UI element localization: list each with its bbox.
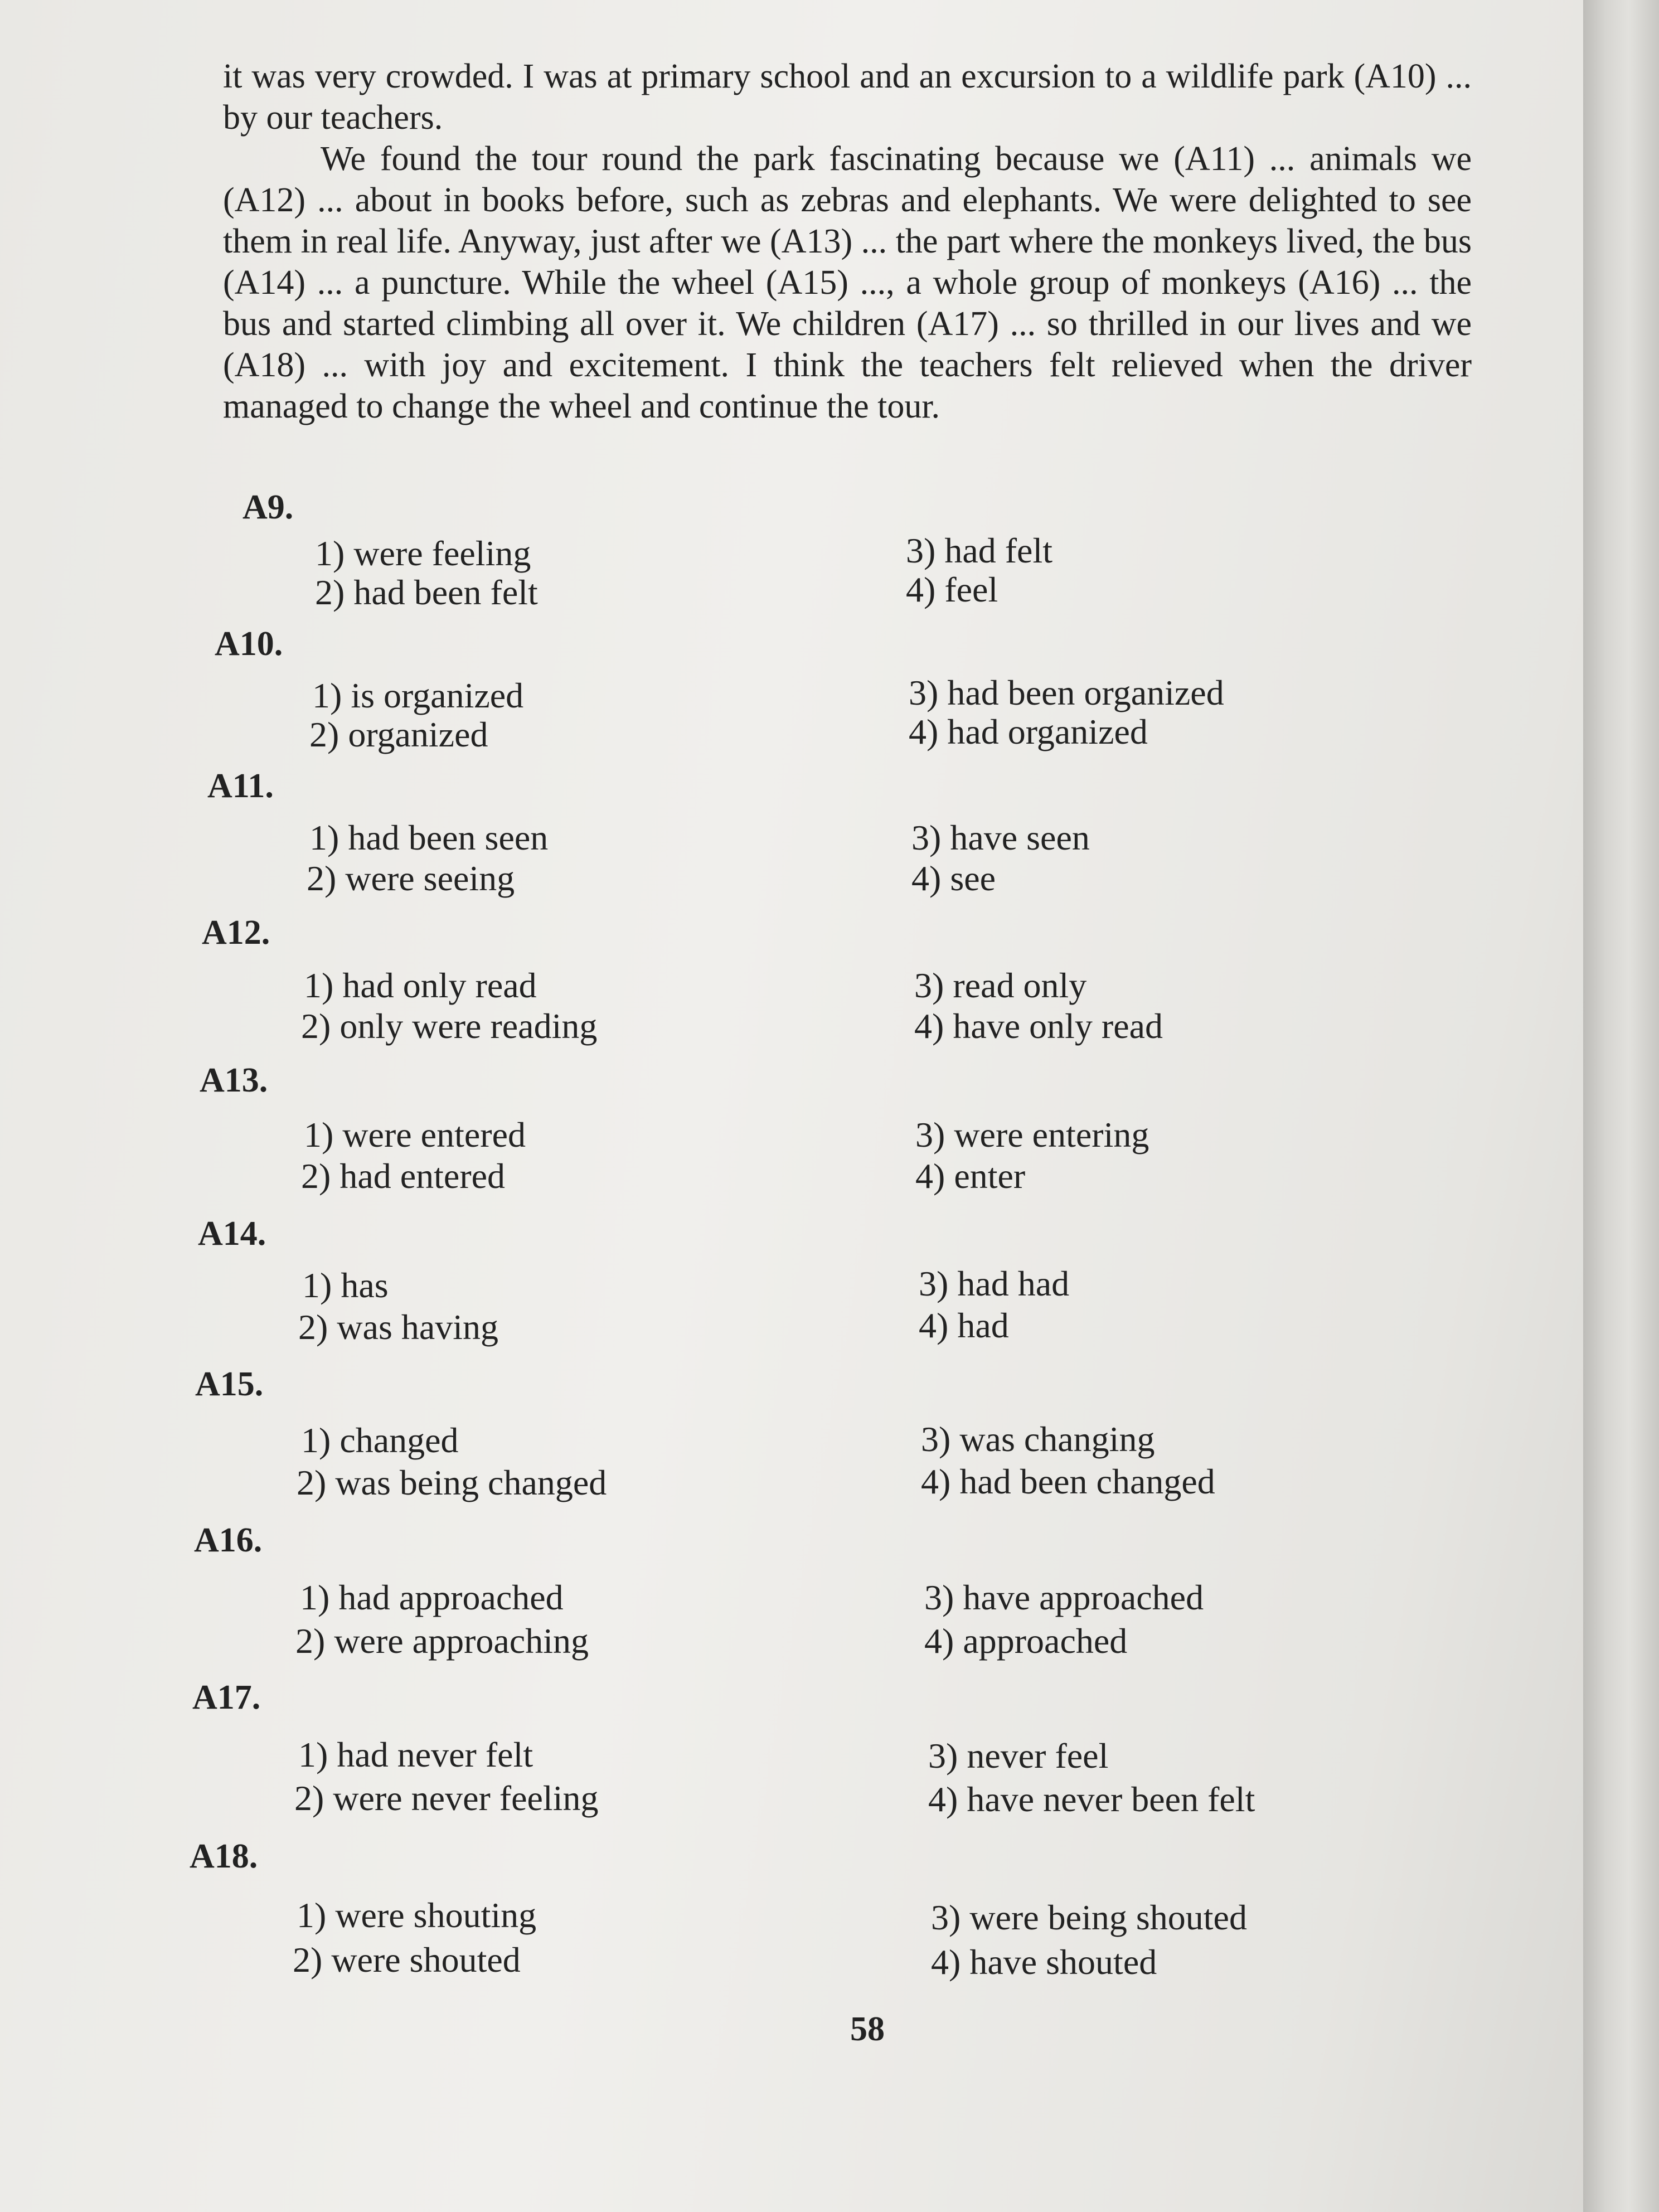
- option-1: 1) changed: [301, 1420, 459, 1460]
- option-4: 4) have only read: [914, 1006, 1163, 1046]
- question-label: A9.: [242, 488, 294, 526]
- option-3: 3) never feel: [928, 1736, 1109, 1776]
- option-3: 3) had had: [919, 1264, 1070, 1303]
- option-1: 1) were feeling: [315, 533, 531, 573]
- option-1: 1) had only read: [304, 966, 537, 1005]
- option-3: 3) have approached: [924, 1578, 1204, 1617]
- option-3: 3) have seen: [911, 818, 1090, 857]
- option-2: 2) were shouted: [293, 1940, 521, 1980]
- option-2: 2) were never feeling: [294, 1778, 599, 1818]
- option-4: 4) enter: [915, 1156, 1026, 1196]
- passage-text: [223, 56, 1472, 427]
- option-2: 2) had been felt: [315, 573, 538, 612]
- question-label: A17.: [192, 1679, 261, 1716]
- option-4: 4) approached: [924, 1621, 1128, 1661]
- question-label: A18.: [190, 1837, 258, 1875]
- option-1: 1) had approached: [300, 1578, 564, 1617]
- page-stack-edge: [1583, 0, 1659, 2212]
- option-3: 3) were being shouted: [931, 1898, 1247, 1937]
- option-1: 1) were shouting: [297, 1895, 537, 1935]
- option-1: 1) had been seen: [309, 818, 549, 857]
- option-2: 2) was being changed: [297, 1463, 607, 1502]
- question-label: A10.: [215, 625, 283, 663]
- question-label: A12.: [202, 914, 270, 952]
- page-number: 58: [850, 2010, 885, 2048]
- option-3: 3) were entering: [915, 1115, 1149, 1154]
- option-3: 3) read only: [914, 966, 1087, 1005]
- option-3: 3) had been organized: [909, 673, 1224, 712]
- option-1: 1) were entered: [304, 1115, 526, 1154]
- option-1: 1) is organized: [312, 676, 524, 715]
- question-label: A11.: [207, 767, 274, 805]
- question-label: A14.: [198, 1215, 266, 1253]
- option-2: 2) were approaching: [295, 1621, 589, 1661]
- passage-paragraph-1: it was very crowded. I was at primary school and an excursion to a wildlife park (A10) ... by our teachers.: [223, 57, 1472, 137]
- option-4: 4) had organized: [909, 712, 1148, 751]
- option-2: 2) organized: [309, 715, 488, 754]
- question-label: A15.: [195, 1365, 264, 1403]
- option-2: 2) was having: [298, 1307, 499, 1347]
- question-label: A16.: [194, 1521, 263, 1559]
- option-1: 1) has: [302, 1265, 389, 1305]
- option-1: 1) had never felt: [298, 1735, 533, 1774]
- option-4: 4) have never been felt: [928, 1779, 1255, 1819]
- passage-paragraph-2: We found the tour round the park fascinating because we (A11) ... animals we (A12) ... about in books before, such as zebras and elephants. We were delighted to see them in real life. Anyway, just after we (A13) ... the part where the monkeys lived, the bus (A14) ... a puncture. While the wheel (A15) ..., a whole group of monkeys (A16) ... the bus and started climbing all over it. We children (A17) ... so thrilled in our lives and we (A18) ... with joy and excitement. I think the teachers felt relieved when the driver managed to change the wheel and continue the tour.: [223, 140, 1472, 425]
- option-2: 2) had entered: [301, 1156, 506, 1196]
- option-3: 3) was changing: [921, 1419, 1155, 1459]
- option-4: 4) see: [911, 858, 996, 898]
- option-4: 4) feel: [906, 570, 998, 609]
- option-4: 4) had been changed: [921, 1462, 1215, 1501]
- option-2: 2) were seeing: [307, 858, 515, 898]
- option-2: 2) only were reading: [301, 1006, 598, 1046]
- question-label: A13.: [200, 1061, 268, 1099]
- option-4: 4) had: [919, 1306, 1009, 1345]
- option-3: 3) had felt: [906, 531, 1052, 570]
- option-4: 4) have shouted: [931, 1942, 1157, 1982]
